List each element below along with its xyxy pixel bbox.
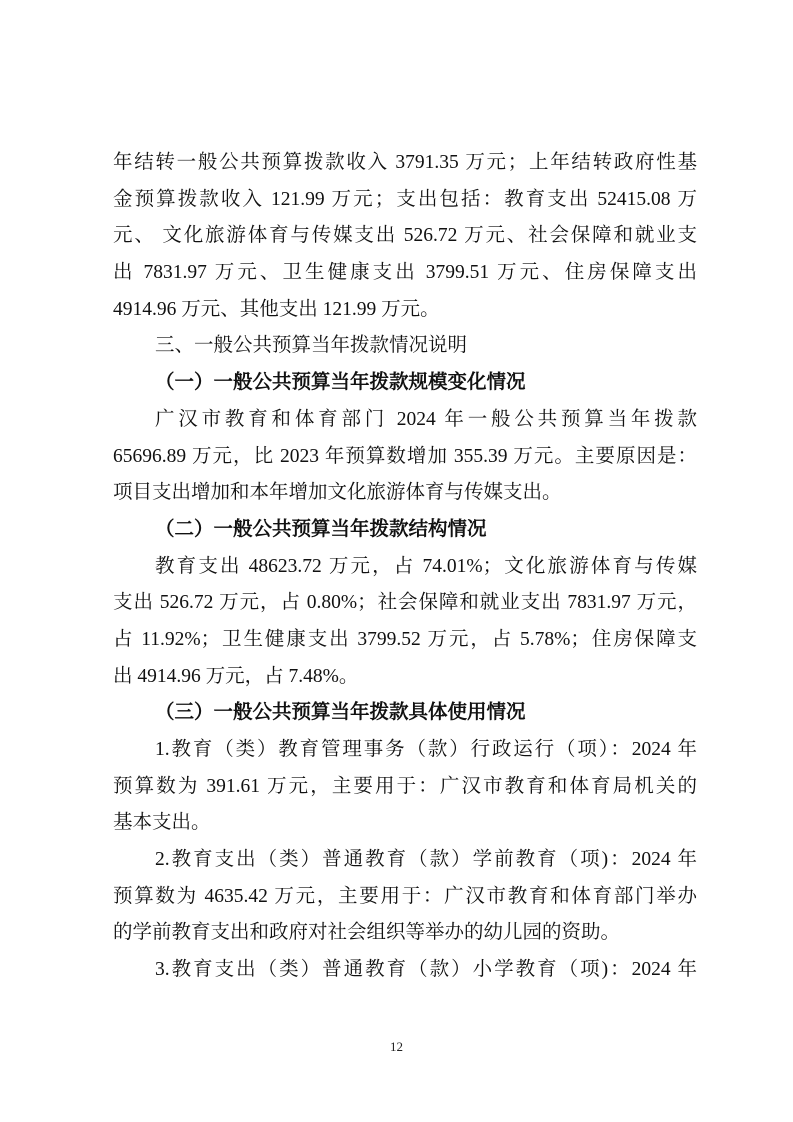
text-line: 占 11.92%；卫生健康支出 3799.52 万元，占 5.78%；住房保障支: [113, 628, 697, 650]
text-line: 65696.89 万元，比 2023 年预算数增加 355.39 万元。主要原因是：: [113, 445, 697, 467]
page-number: 12: [390, 1039, 403, 1054]
section-heading: 三、一般公共预算当年拨款情况说明: [155, 335, 468, 357]
text-line: 预算数为 4635.42 万元，主要用于：广汉市教育和体育部门举办: [113, 885, 697, 907]
text-line: 年结转一般公共预算拨款收入 3791.35 万元；上年结转政府性基: [113, 152, 697, 173]
text-line: 基本支出。: [113, 812, 211, 834]
subsection-heading: （一）一般公共预算当年拨款规模变化情况: [155, 372, 526, 394]
text-line: 4914.96 万元、其他支出 121.99 万元。: [113, 298, 440, 320]
body-text: [113, 145, 697, 989]
text-line: 预算数为 391.61 万元，主要用于：广汉市教育和体育局机关的: [113, 775, 697, 797]
text-line: 2.教育支出（类）普通教育（款）学前教育（项)：2024 年: [155, 849, 697, 871]
text-line: 支出 526.72 万元，占 0.80%；社会保障和就业支出 7831.97 万元，: [113, 592, 697, 614]
text-line: 1.教育（类）教育管理事务（款）行政运行（项）：2024 年: [155, 739, 697, 760]
text-line: 教育支出 48623.72 万元，占 74.01%；文化旅游体育与传媒: [155, 555, 697, 577]
text-line: 金预算拨款收入 121.99 万元；支出包括：教育支出 52415.08 万: [113, 188, 697, 210]
text-line: 出 7831.97 万元、卫生健康支出 3799.51 万元、住房保障支出: [113, 262, 697, 284]
subsection-heading: （三）一般公共预算当年拨款具体使用情况: [155, 702, 526, 724]
text-line: 广汉市教育和体育部门 2024 年一般公共预算当年拨款: [155, 408, 697, 430]
text-line: 3.教育支出（类）普通教育（款）小学教育（项)：2024 年: [155, 959, 697, 981]
text-line: 项目支出增加和本年增加文化旅游体育与传媒支出。: [113, 482, 562, 504]
subsection-heading: （二）一般公共预算当年拨款结构情况: [155, 518, 487, 540]
text-line: 的学前教育支出和政府对社会组织等举办的幼儿园的资助。: [113, 922, 621, 944]
text-line: 元、 文化旅游体育与传媒支出 526.72 万元、社会保障和就业支: [113, 225, 697, 247]
text-line: 出 4914.96 万元，占 7.48%。: [113, 665, 359, 687]
